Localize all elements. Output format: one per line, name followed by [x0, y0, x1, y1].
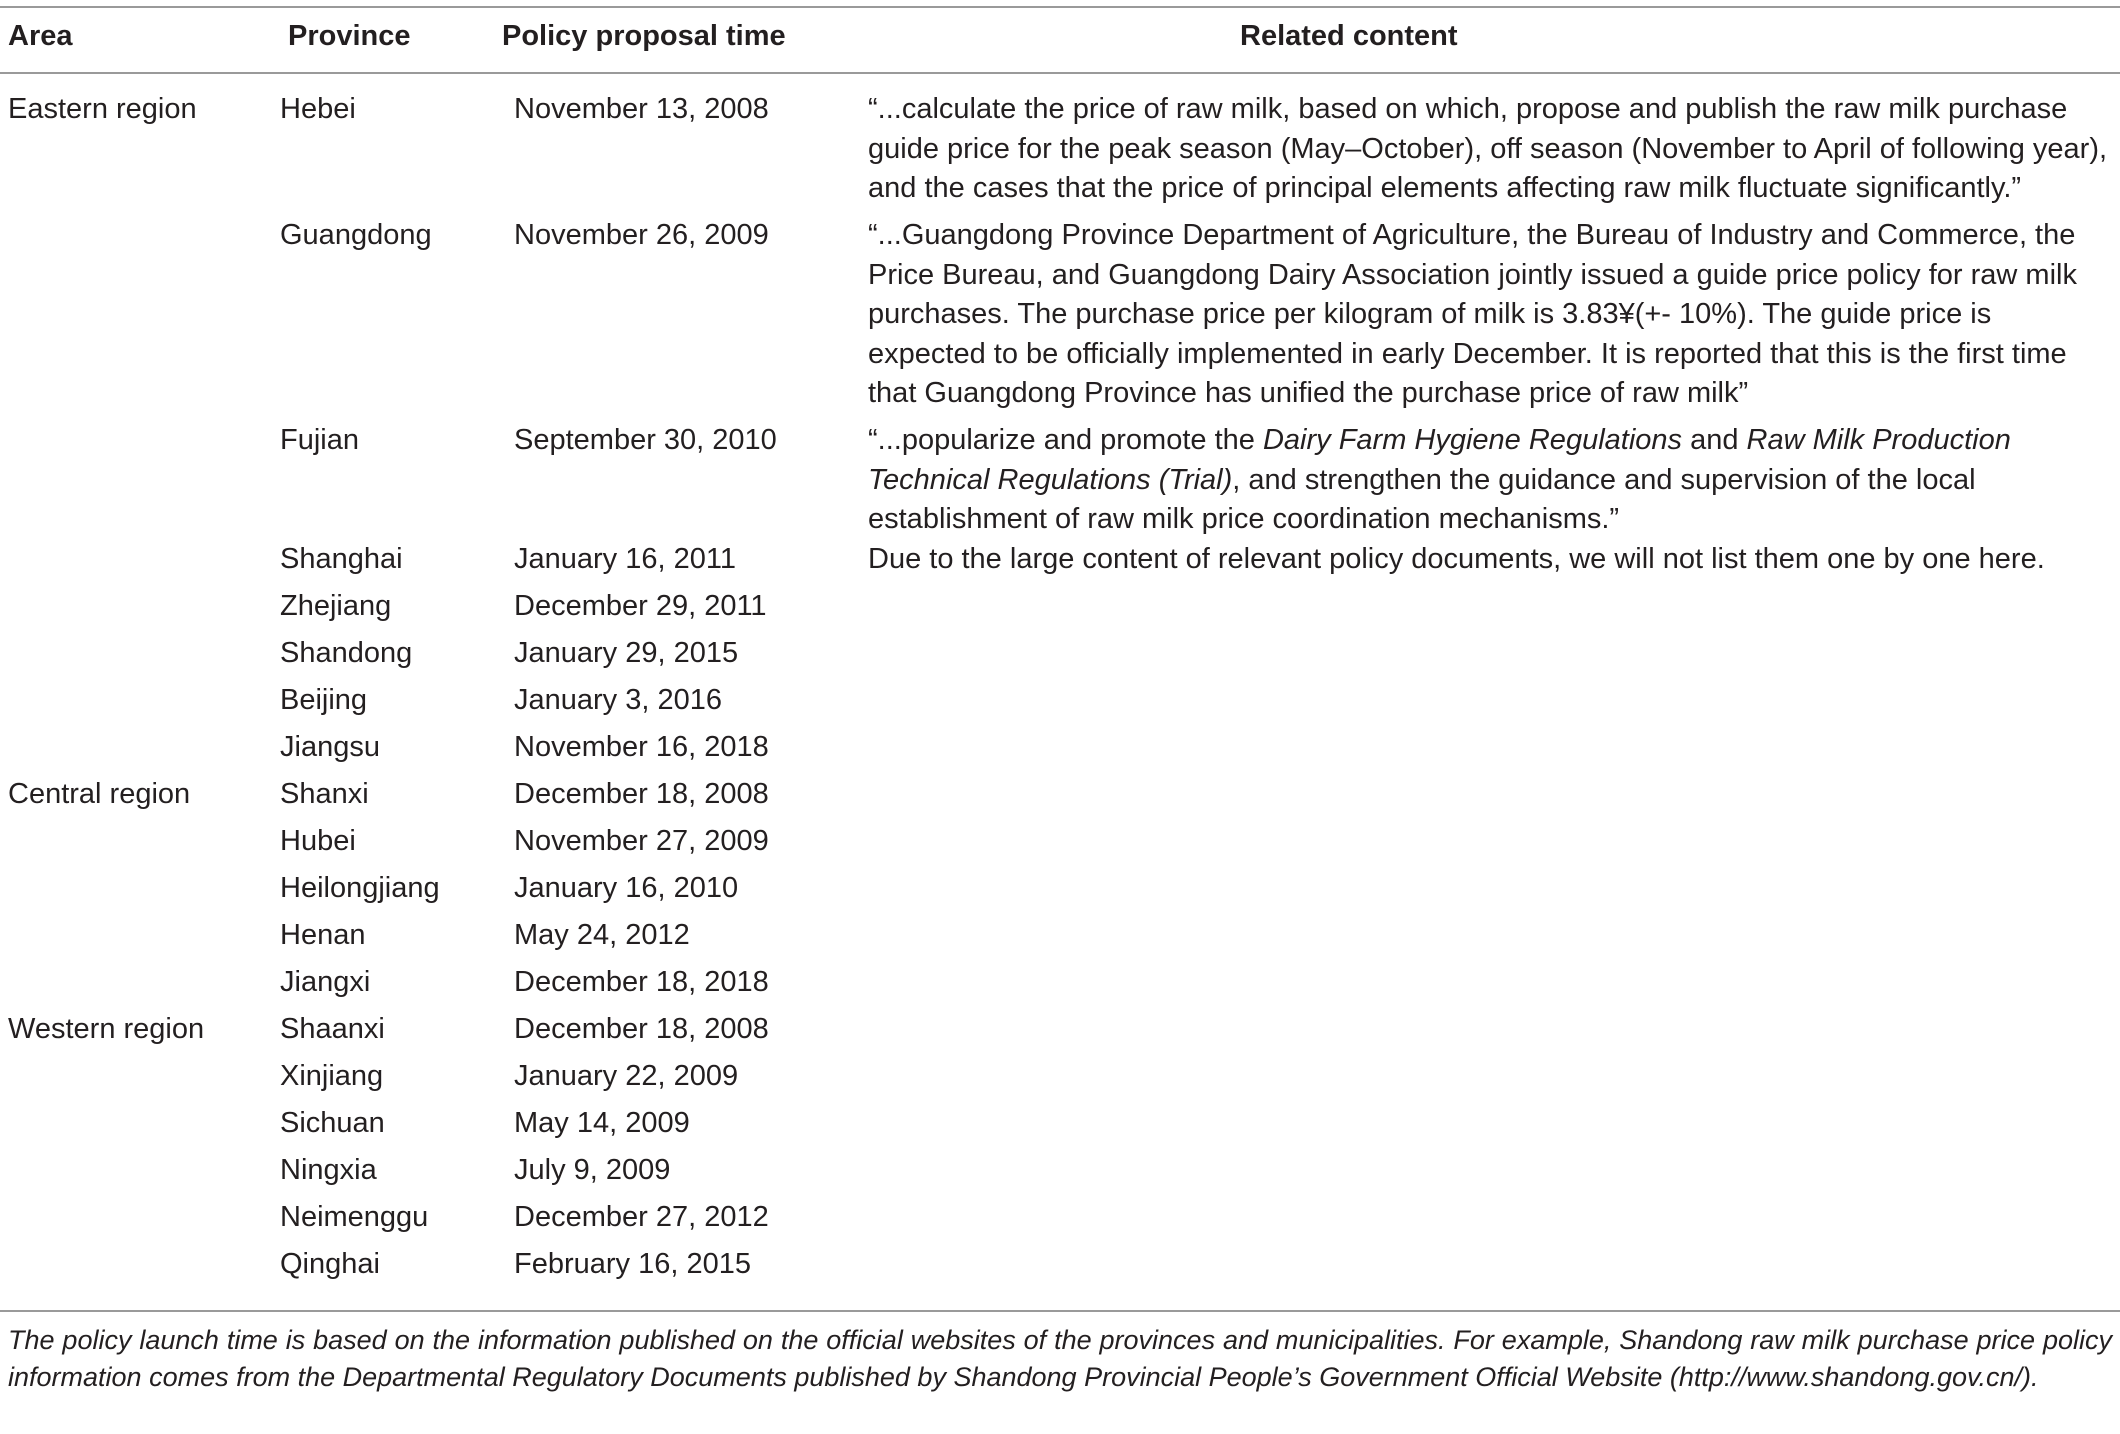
cell-province: Qinghai	[280, 1248, 380, 1280]
cell-policy-time: January 3, 2016	[514, 684, 722, 716]
cell-province: Zhejiang	[280, 590, 392, 622]
content-text: “...calculate the price of raw milk, based on which, propose and publish the raw milk purchase guide price for the peak season (May–October), off season (November to April of following year), and the cases that the price of principal elements affecting raw milk fluctuate significantly.”	[868, 93, 2108, 204]
cell-policy-time: December 29, 2011	[514, 590, 767, 622]
cell-policy-time: December 27, 2012	[514, 1201, 769, 1233]
cell-province: Ningxia	[280, 1154, 377, 1186]
content-italic-title: Dairy Farm Hygiene Regulations	[1262, 424, 1683, 456]
table-header-row	[0, 20, 2120, 64]
cell-province: Jiangsu	[280, 731, 380, 763]
header-area: Area	[8, 20, 73, 52]
cell-policy-time: December 18, 2008	[514, 1013, 769, 1045]
cell-policy-time: January 29, 2015	[514, 637, 739, 669]
cell-province: Xinjiang	[280, 1060, 384, 1092]
cell-province: Sichuan	[280, 1107, 385, 1139]
cell-policy-time: December 18, 2008	[514, 778, 769, 810]
cell-province: Beijing	[280, 684, 368, 716]
cell-area: Eastern region	[8, 93, 197, 125]
cell-policy-time: November 13, 2008	[514, 93, 769, 125]
cell-policy-time: December 18, 2018	[514, 966, 769, 998]
cell-province: Jiangxi	[280, 966, 371, 998]
cell-policy-time: May 14, 2009	[514, 1107, 690, 1139]
cell-province: Shaanxi	[280, 1013, 385, 1045]
cell-policy-time: July 9, 2009	[514, 1154, 671, 1186]
cell-policy-time: February 16, 2015	[514, 1248, 751, 1280]
content-text: “...Guangdong Province Department of Agriculture, the Bureau of Industry and Commerce, the Price Bureau, and Guangdong Dairy Association jointly issued a guide price policy for raw milk purchases. The purchase price per kilogram of milk is 3.83¥(+- 10%). The guide price is expected to be officially implemented in early December. It is reported that this is the first time that Guangdong Province has unified the purchase price of raw milk”	[868, 219, 2077, 409]
cell-related-content	[868, 421, 2113, 540]
cell-province: Guangdong	[280, 219, 432, 251]
table-bottom-rule	[0, 1310, 2120, 1312]
cell-policy-time: November 27, 2009	[514, 825, 769, 857]
content-text: and	[1682, 424, 1747, 456]
cell-related-content	[868, 216, 2113, 414]
content-italic-title: Raw Milk Production Technical Regulations (Trial)	[868, 424, 2011, 496]
cell-policy-time: November 26, 2009	[514, 219, 769, 251]
header-related-content: Related content	[1240, 20, 1458, 52]
content-text: Due to the large content of relevant policy documents, we will not list them one by one here.	[868, 543, 2045, 575]
cell-province: Shanxi	[280, 778, 369, 810]
cell-province: Hebei	[280, 93, 356, 125]
cell-province: Neimenggu	[280, 1201, 429, 1233]
table-header-rule	[0, 72, 2120, 74]
content-text: “...popularize and promote the	[868, 424, 1263, 456]
table-footnote: The policy launch time is based on the information published on the official websites of the provinces and municipalities. For example, Shandong raw milk purchase price policy information comes from the Departmental Regulatory Documents published by Shandong Provincial People’s Government Official Website (http://www.shandong.gov.cn/).	[8, 1325, 2112, 1392]
header-province: Province	[288, 20, 411, 52]
cell-related-content	[868, 90, 2113, 209]
cell-area: Central region	[8, 778, 191, 810]
cell-policy-time: September 30, 2010	[514, 424, 777, 456]
cell-policy-time: January 22, 2009	[514, 1060, 739, 1092]
content-text: , and strengthen the guidance and supervision of the local establishment of raw milk price coordination mechanisms.”	[868, 463, 1976, 535]
cell-related-content	[868, 540, 2113, 580]
table-top-rule	[0, 6, 2120, 8]
cell-province: Heilongjiang	[280, 872, 440, 904]
cell-area: Western region	[8, 1013, 205, 1045]
cell-province: Shanghai	[280, 543, 403, 575]
cell-province: Henan	[280, 919, 366, 951]
cell-policy-time: January 16, 2010	[514, 872, 739, 904]
cell-province: Fujian	[280, 424, 359, 456]
cell-policy-time: January 16, 2011	[514, 543, 736, 575]
cell-policy-time: November 16, 2018	[514, 731, 769, 763]
cell-province: Hubei	[280, 825, 356, 857]
header-policy-time: Policy proposal time	[502, 20, 786, 52]
cell-province: Shandong	[280, 637, 413, 669]
cell-policy-time: May 24, 2012	[514, 919, 690, 951]
